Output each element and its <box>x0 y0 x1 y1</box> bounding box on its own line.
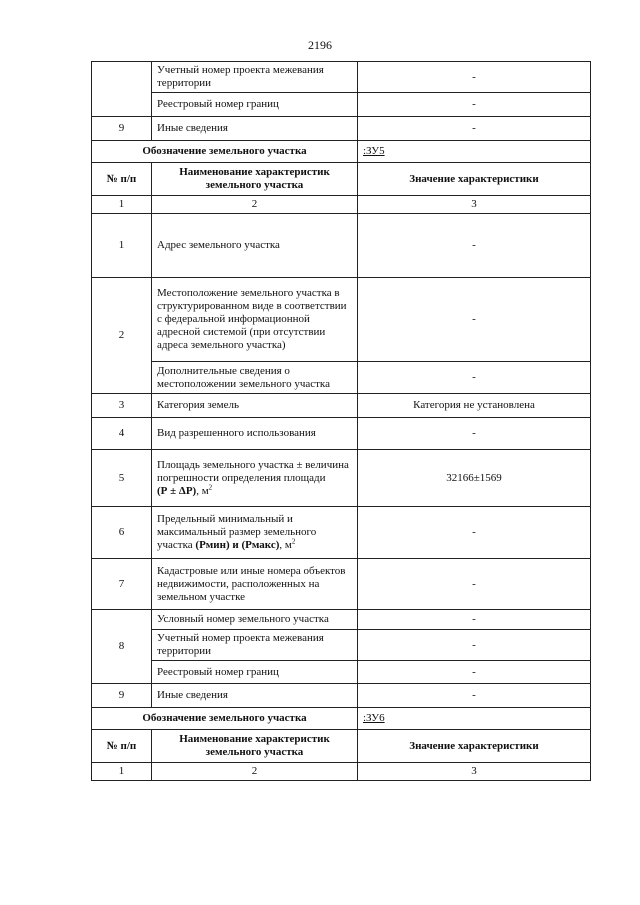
row-name-cell: Дополнительные сведения о местоположении земельного участка <box>152 362 358 394</box>
row-value-cell: - <box>358 62 591 93</box>
table-row <box>92 117 591 141</box>
row-name-cell: Кадастровые или иные номера объектов недвижимости, расположенных на земельном участке <box>152 559 358 610</box>
size-limits-formula: (Рмин) и (Рмакс) <box>195 539 280 551</box>
area-formula: (Р ± ΔР) <box>157 484 197 497</box>
table-header-row <box>92 163 591 196</box>
row-name-cell: Учетный номер проекта межевания территории <box>152 630 358 661</box>
row-value-cell: Категория не установлена <box>358 394 591 418</box>
row-number-cell: 1 <box>92 214 152 278</box>
row-name-cell <box>152 450 358 507</box>
table-header-row <box>92 730 591 763</box>
table-row <box>92 559 591 610</box>
row-value-cell: - <box>358 661 591 684</box>
header-number: № п/п <box>92 163 152 196</box>
row-value-cell: - <box>358 93 591 117</box>
header-number: № п/п <box>92 730 152 763</box>
row-value-cell: - <box>358 278 591 362</box>
column-index: 3 <box>358 763 591 781</box>
plot-designation-label: Обозначение земельного участка <box>92 708 358 730</box>
row-value-cell: - <box>358 630 591 661</box>
column-index: 1 <box>92 196 152 214</box>
table-row <box>92 418 591 450</box>
table-row <box>92 278 591 362</box>
column-index: 2 <box>152 196 358 214</box>
row-number-cell: 9 <box>92 117 152 141</box>
table-row <box>92 507 591 559</box>
size-limits-unit: , м <box>279 539 292 551</box>
row-number-cell: 4 <box>92 418 152 450</box>
area-unit: , м <box>196 484 209 497</box>
table-row <box>92 450 591 507</box>
header-name: Наименование характеристик земельного участка <box>152 163 358 196</box>
row-value-cell: - <box>358 610 591 630</box>
header-value: Значение характеристики <box>358 163 591 196</box>
plot-designation-row <box>92 141 591 163</box>
row-value-cell: 32166±1569 <box>358 450 591 507</box>
row-value-cell: - <box>358 117 591 141</box>
row-name-cell: Категория земель <box>152 394 358 418</box>
column-index-row <box>92 763 591 781</box>
table-row <box>92 93 591 117</box>
table-row <box>92 394 591 418</box>
row-number-cell: 2 <box>92 278 152 394</box>
plot-designation-label: Обозначение земельного участка <box>92 141 358 163</box>
column-index-row <box>92 196 591 214</box>
header-value: Значение характеристики <box>358 730 591 763</box>
size-limits-label: Предельный минимальный и максимальный размер земельного участка <box>157 513 317 551</box>
row-name-cell: Иные сведения <box>152 117 358 141</box>
row-name-cell: Реестровый номер границ <box>152 93 358 117</box>
row-number-cell <box>92 62 152 117</box>
table-row <box>92 630 591 661</box>
plot-designation-code: :ЗУ6 <box>358 708 591 730</box>
row-name-cell <box>152 507 358 559</box>
row-number-cell: 8 <box>92 610 152 684</box>
row-value-cell: - <box>358 418 591 450</box>
row-number-cell: 9 <box>92 684 152 708</box>
land-plot-table <box>91 61 591 781</box>
row-name-cell: Вид разрешенного использования <box>152 418 358 450</box>
table-row <box>92 661 591 684</box>
table-row <box>92 684 591 708</box>
column-index: 3 <box>358 196 591 214</box>
row-number-cell: 5 <box>92 450 152 507</box>
row-number-cell: 6 <box>92 507 152 559</box>
area-unit-power: 2 <box>208 482 213 491</box>
row-name-cell: Реестровый номер границ <box>152 661 358 684</box>
table-row <box>92 610 591 630</box>
column-index: 2 <box>152 763 358 781</box>
table-row <box>92 362 591 394</box>
row-name-cell: Местоположение земельного участка в структурированном виде в соответствии с федеральной информационной адресной системой (при отсутствии адреса земельного участка) <box>152 278 358 362</box>
row-value-cell: - <box>358 507 591 559</box>
row-value-cell: - <box>358 559 591 610</box>
row-value-cell: - <box>358 214 591 278</box>
row-number-cell: 3 <box>92 394 152 418</box>
row-name-cell: Иные сведения <box>152 684 358 708</box>
header-name: Наименование характеристик земельного участка <box>152 730 358 763</box>
row-name-cell: Условный номер земельного участка <box>152 610 358 630</box>
column-index: 1 <box>92 763 152 781</box>
size-limits-unit-power: 2 <box>291 537 296 546</box>
plot-designation-code: :ЗУ5 <box>358 141 591 163</box>
row-value-cell: - <box>358 362 591 394</box>
row-number-cell: 7 <box>92 559 152 610</box>
table-row <box>92 214 591 278</box>
plot-designation-row <box>92 708 591 730</box>
row-name-cell: Учетный номер проекта межевания территории <box>152 62 358 93</box>
area-label: Площадь земельного участка ± величина погрешности определения площади <box>157 458 349 484</box>
page-number: 2196 <box>308 38 332 52</box>
row-name-cell: Адрес земельного участка <box>152 214 358 278</box>
table-row <box>92 62 591 93</box>
row-value-cell: - <box>358 684 591 708</box>
